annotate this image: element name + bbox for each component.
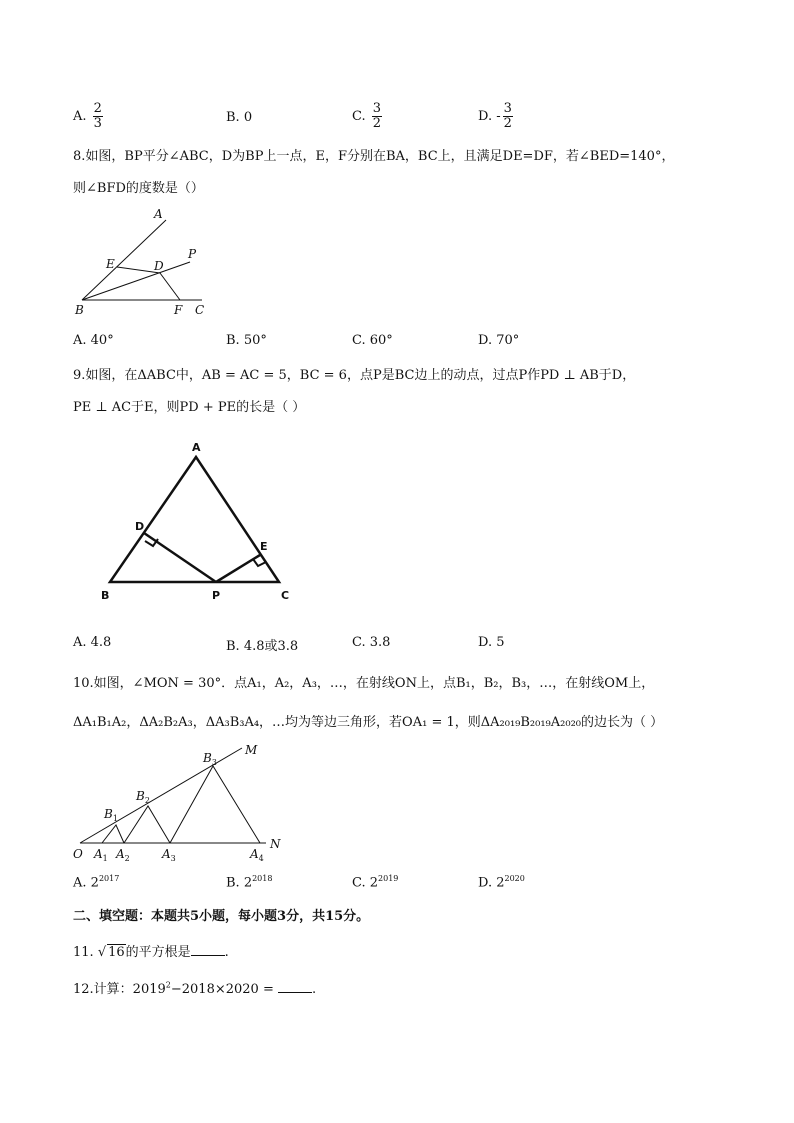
q9-figure bbox=[95, 435, 305, 610]
q8-option-a: A. 40° bbox=[73, 333, 114, 348]
triangle-a3b3a4 bbox=[170, 766, 260, 843]
label-b3: $B_3$ bbox=[203, 751, 217, 767]
q7-option-b: B. 0 bbox=[226, 110, 253, 125]
label-f: F bbox=[174, 303, 183, 317]
q8-stem-line2: 则∠BFD的度数是（） bbox=[73, 181, 204, 196]
label-c: C bbox=[195, 303, 205, 317]
triangle-a2b2a3 bbox=[124, 806, 170, 843]
label-b2: $B_2$ bbox=[136, 789, 150, 805]
label-m: M bbox=[245, 743, 258, 757]
q8-figure bbox=[70, 200, 220, 320]
q9-stem-line1: 9.如图，在ΔABC中，AB = AC = 5，BC = 6，点P是BC边上的动点，过点P作PD ⊥ AB于D， bbox=[73, 368, 636, 383]
label-b1: $B_1$ bbox=[104, 807, 118, 823]
label-b: B bbox=[101, 589, 110, 602]
label-b: B bbox=[75, 303, 84, 317]
q10-stem-line1: 10.如图，∠MON = 30°．点A₁，A₂，A₃，…，在射线ON上，点B₁，B₂，B₃，…，在射线OM上， bbox=[73, 676, 655, 691]
q8-option-c: C. 60° bbox=[352, 333, 393, 348]
segment-df bbox=[160, 273, 180, 300]
label-e: E bbox=[260, 540, 268, 553]
label-c: C bbox=[281, 589, 290, 602]
q10-option-c: C. $2^{2019}$ bbox=[352, 874, 399, 891]
q10-option-d: D. $2^{2020}$ bbox=[478, 874, 525, 891]
q7-option-a: A. $\frac{2}{3}$ bbox=[73, 101, 102, 131]
label-d: D bbox=[135, 520, 145, 533]
q10-option-b: B. $2^{2018}$ bbox=[226, 874, 273, 891]
q12-stem: 12.计算：$2019^2-2018\times 2020$ = . bbox=[73, 980, 317, 997]
q11-answer-blank bbox=[191, 943, 225, 956]
section-2-heading: 二、填空题：本题共5小题，每小题3分，共15分。 bbox=[73, 909, 370, 924]
q10-option-a: A. $2^{2017}$ bbox=[73, 874, 120, 891]
q7-option-c: C. $\frac{3}{2}$ bbox=[352, 101, 382, 131]
q9-option-b: B. 4.8或3.8 bbox=[226, 639, 299, 654]
label-a3: $A_3$ bbox=[162, 847, 176, 863]
q11-radicand: 16 bbox=[108, 945, 125, 960]
ray-bp bbox=[82, 262, 190, 300]
q10-stem-line2: ΔA₁B₁A₂，ΔA₂B₂A₃，ΔA₃B₃A₄，…均为等边三角形，若OA₁ = 1，则ΔA₂₀₁₉B₂₀₁₉A₂₀₂₀的边长为（ ） bbox=[73, 715, 664, 730]
label-p: P bbox=[188, 247, 197, 261]
q11-stem: 11. √ 16的平方根是 . bbox=[73, 945, 229, 960]
label-a2: $A_2$ bbox=[116, 847, 130, 863]
q9-option-a: A. 4.8 bbox=[73, 635, 112, 650]
q7-option-d: D. - $\frac{3}{2}$ bbox=[478, 101, 512, 131]
label-o: O bbox=[73, 847, 83, 861]
label-a1: $A_1$ bbox=[94, 847, 108, 863]
q8-option-d: D. 70° bbox=[478, 333, 520, 348]
label-n: N bbox=[270, 837, 281, 851]
q9-stem-line2: PE ⊥ AC于E，则PD + PE的长是（ ） bbox=[73, 400, 306, 415]
label-e: E bbox=[106, 257, 115, 271]
q8-stem-line1: 8.如图，BP平分∠ABC，D为BP上一点，E，F分别在BA，BC上，且满足DE=DF，若∠BED=140°， bbox=[73, 149, 675, 164]
label-a: A bbox=[154, 207, 163, 221]
q10-figure bbox=[70, 740, 290, 865]
label-a: A bbox=[192, 441, 201, 454]
label-d: D bbox=[154, 259, 164, 273]
label-p: P bbox=[212, 589, 221, 602]
right-angle-d bbox=[145, 539, 158, 546]
q9-option-d: D. 5 bbox=[478, 635, 505, 650]
q12-answer-blank bbox=[278, 980, 312, 993]
segment-pd bbox=[144, 533, 216, 582]
label-a4: $A_4$ bbox=[250, 847, 264, 863]
q9-option-c: C. 3.8 bbox=[352, 635, 391, 650]
q8-option-b: B. 50° bbox=[226, 333, 267, 348]
